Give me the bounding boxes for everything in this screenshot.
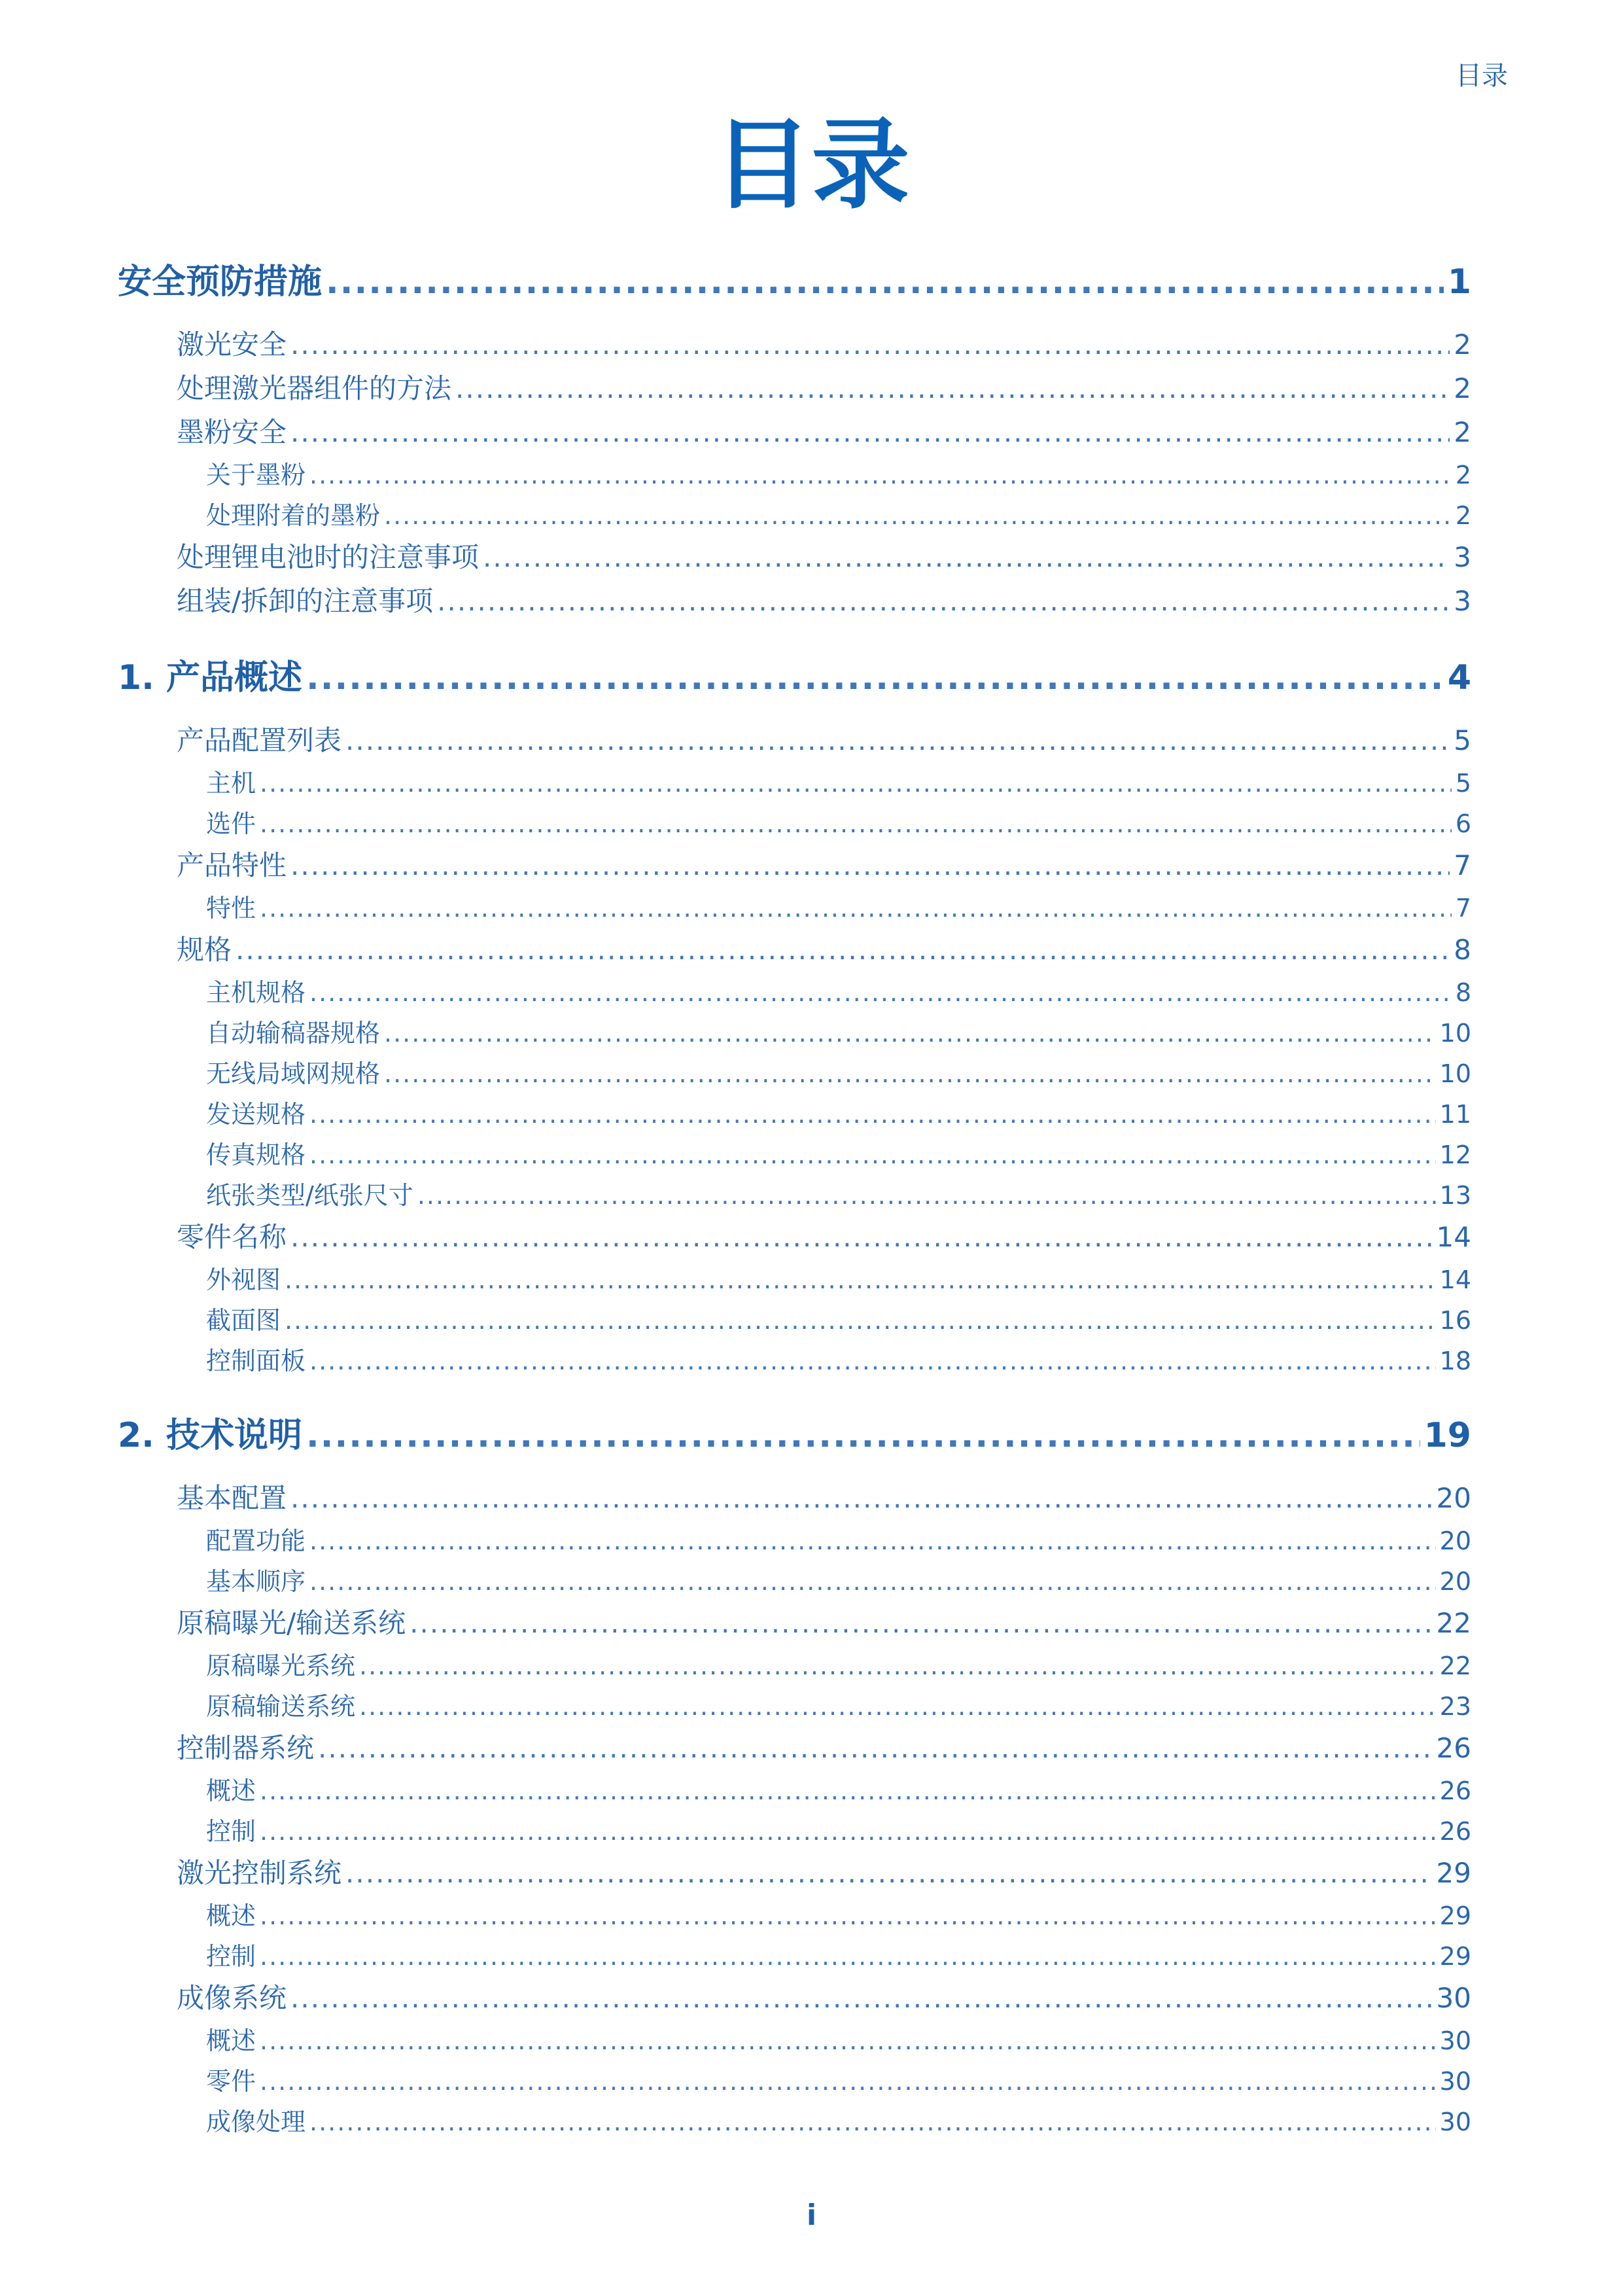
toc-entry-page: 2 <box>1454 372 1471 404</box>
toc-entry-title: 配置功能 <box>206 1527 306 1555</box>
toc-subsection[interactable] <box>118 1135 1471 1175</box>
toc-entry-title: 墨粉安全 <box>177 416 287 448</box>
toc-entry-title: 产品特性 <box>177 849 287 881</box>
toc-entry-title: 规格 <box>177 934 232 966</box>
dot-leader <box>306 658 1444 698</box>
dot-leader <box>483 541 1450 573</box>
dot-leader <box>260 1776 1436 1805</box>
toc-entry-title: 无线局域网规格 <box>206 1059 381 1088</box>
toc-entry-title: 概述 <box>206 1901 256 1930</box>
toc-entry-page: 14 <box>1439 1265 1471 1294</box>
dot-leader <box>326 262 1444 302</box>
dot-leader <box>260 1942 1436 1971</box>
toc-subsection[interactable] <box>118 1013 1471 1053</box>
toc-entry-title: 激光控制系统 <box>177 1857 342 1889</box>
toc-entry-title: 1. 产品概述 <box>118 658 303 698</box>
toc-section[interactable] <box>118 1477 1471 1521</box>
dot-leader <box>384 1059 1436 1088</box>
chapter-spacer <box>118 705 1471 719</box>
dot-leader <box>455 372 1450 404</box>
toc-entry-title: 激光安全 <box>177 328 287 361</box>
toc-section[interactable] <box>118 928 1471 972</box>
toc-entry-title: 基本配置 <box>177 1482 287 1514</box>
toc-entry-page: 30 <box>1436 1982 1471 2014</box>
toc-entry-title: 自动输稿器规格 <box>206 1019 381 1048</box>
dot-leader <box>359 1692 1436 1721</box>
toc-entry-title: 处理附着的墨粉 <box>206 501 381 530</box>
toc-entry-title: 选件 <box>206 809 256 838</box>
toc-entry-page: 26 <box>1439 1817 1471 1846</box>
toc-entry-page: 8 <box>1455 978 1471 1007</box>
toc-entry-title: 2. 技术说明 <box>118 1416 303 1455</box>
dot-leader <box>290 1482 1433 1514</box>
dot-leader <box>309 1567 1436 1596</box>
toc-chapter[interactable] <box>118 650 1471 705</box>
dot-leader <box>417 1181 1436 1210</box>
toc-entry-title: 概述 <box>206 1776 256 1805</box>
toc-entry-title: 组装/拆卸的注意事项 <box>177 585 434 617</box>
toc-entry-page: 2 <box>1455 501 1471 530</box>
chapter-spacer <box>118 309 1471 323</box>
toc-chapter[interactable] <box>118 254 1471 309</box>
toc-entry-page: 2 <box>1454 416 1471 448</box>
toc-entry-page: 26 <box>1439 1776 1471 1805</box>
dot-leader <box>309 978 1452 1007</box>
section-gap <box>118 1381 1471 1407</box>
dot-leader <box>260 769 1452 798</box>
dot-leader <box>437 585 1450 617</box>
dot-leader <box>309 1100 1436 1129</box>
toc-entry-title: 主机规格 <box>206 978 306 1007</box>
toc-entry-title: 截面图 <box>206 1306 281 1335</box>
toc-entry-page: 3 <box>1454 585 1471 617</box>
toc-entry-title: 零件名称 <box>177 1221 287 1253</box>
dot-leader <box>290 416 1450 448</box>
section-gap <box>118 624 1471 650</box>
dot-leader <box>309 1347 1436 1375</box>
toc-entry-title: 安全预防措施 <box>118 262 323 302</box>
toc-entry-title: 成像系统 <box>177 1982 287 2014</box>
dot-leader <box>236 934 1450 966</box>
toc-entry-title: 特性 <box>206 894 256 923</box>
toc-entry-title: 成像处理 <box>206 2108 306 2136</box>
dot-leader <box>285 1265 1436 1294</box>
toc-section[interactable] <box>118 844 1471 888</box>
toc-subsection[interactable] <box>118 1561 1471 1602</box>
toc-subsection[interactable] <box>118 1686 1471 1727</box>
toc-subsection[interactable] <box>118 1300 1471 1341</box>
dot-leader <box>345 724 1450 756</box>
toc-entry-title: 零件 <box>206 2067 256 2096</box>
toc-entry-title: 控制 <box>206 1817 256 1846</box>
toc-entry-title: 传真规格 <box>206 1140 306 1169</box>
toc-entry-title: 概述 <box>206 2026 256 2055</box>
toc-subsection[interactable] <box>118 763 1471 804</box>
dot-leader <box>384 501 1452 530</box>
toc-entry-page: 16 <box>1439 1306 1471 1335</box>
toc-section[interactable] <box>118 1727 1471 1771</box>
toc-entry-title: 基本顺序 <box>206 1567 306 1596</box>
dot-leader <box>345 1857 1433 1889</box>
toc-entry-title: 原稿曝光系统 <box>206 1651 356 1680</box>
toc-entry-title: 外视图 <box>206 1265 281 1294</box>
chapter-spacer <box>118 1462 1471 1477</box>
dot-leader <box>260 809 1452 838</box>
toc-subsection[interactable] <box>118 972 1471 1013</box>
toc-entry-page: 4 <box>1447 658 1471 698</box>
toc-subsection[interactable] <box>118 888 1471 928</box>
toc-entry-title: 产品配置列表 <box>177 724 342 756</box>
toc-subsection[interactable] <box>118 1936 1471 1977</box>
toc-section[interactable] <box>118 1602 1471 1646</box>
page-title: 目录 <box>713 109 910 222</box>
toc-subsection[interactable] <box>118 1260 1471 1300</box>
toc-entry-page: 12 <box>1439 1140 1471 1169</box>
toc-entry-page: 22 <box>1436 1607 1471 1639</box>
toc-entry-page: 10 <box>1439 1059 1471 1088</box>
dot-leader <box>384 1019 1436 1048</box>
toc-entry-title: 处理锂电池时的注意事项 <box>177 541 480 573</box>
toc-entry-page: 6 <box>1455 809 1471 838</box>
toc-subsection[interactable] <box>118 1341 1471 1381</box>
toc-entry-page: 18 <box>1439 1347 1471 1375</box>
toc-section[interactable] <box>118 719 1471 763</box>
toc-chapter[interactable] <box>118 1407 1471 1462</box>
toc-entry-title: 主机 <box>206 769 256 798</box>
toc-entry-page: 22 <box>1439 1651 1471 1680</box>
toc-entry-page: 30 <box>1439 2026 1471 2055</box>
toc-entry-title: 控制器系统 <box>177 1732 315 1764</box>
toc-subsection[interactable] <box>118 804 1471 844</box>
dot-leader <box>260 894 1452 923</box>
toc-entry-page: 20 <box>1439 1527 1471 1555</box>
toc-entry-page: 14 <box>1436 1221 1471 1253</box>
toc-entry-title: 纸张类型/纸张尺寸 <box>206 1181 413 1210</box>
toc-entry-page: 5 <box>1455 769 1471 798</box>
toc-entry-page: 7 <box>1455 894 1471 923</box>
toc-subsection[interactable] <box>118 455 1471 495</box>
toc-section[interactable] <box>118 580 1471 624</box>
toc-subsection[interactable] <box>118 1811 1471 1852</box>
toc-section[interactable] <box>118 1216 1471 1260</box>
toc-entry-title: 关于墨粉 <box>206 461 306 489</box>
dot-leader <box>318 1732 1433 1764</box>
toc-entry-page: 29 <box>1439 1901 1471 1930</box>
toc-subsection[interactable] <box>118 2021 1471 2061</box>
toc-entry-page: 5 <box>1454 724 1471 756</box>
toc-entry-page: 7 <box>1454 849 1471 881</box>
dot-leader <box>260 1901 1436 1930</box>
toc-entry-page: 30 <box>1439 2067 1471 2096</box>
toc-section[interactable] <box>118 1852 1471 1896</box>
toc-entry-title: 原稿输送系统 <box>206 1692 356 1721</box>
toc-subsection[interactable] <box>118 2061 1471 2102</box>
dot-leader <box>260 1817 1436 1846</box>
toc-subsection[interactable] <box>118 1053 1471 1094</box>
dot-leader <box>260 2067 1436 2096</box>
dot-leader <box>290 849 1450 881</box>
toc-entry-title: 控制面板 <box>206 1347 306 1375</box>
toc-entry-title: 处理激光器组件的方法 <box>177 372 452 404</box>
toc-entry-title: 原稿曝光/输送系统 <box>177 1607 406 1639</box>
toc-entry-page: 1 <box>1447 262 1471 302</box>
toc-entry-page: 10 <box>1439 1019 1471 1048</box>
dot-leader <box>309 1140 1436 1169</box>
dot-leader <box>309 1527 1436 1555</box>
toc-subsection[interactable] <box>118 495 1471 536</box>
page-number: i <box>806 2199 817 2232</box>
toc-subsection[interactable] <box>118 1896 1471 1936</box>
toc-entry-page: 29 <box>1436 1857 1471 1889</box>
toc-entry-page: 30 <box>1439 2108 1471 2136</box>
toc-entry-page: 2 <box>1454 328 1471 361</box>
toc-section[interactable] <box>118 536 1471 580</box>
toc-subsection[interactable] <box>118 1771 1471 1811</box>
toc-subsection[interactable] <box>118 1521 1471 1561</box>
toc-subsection[interactable] <box>118 2102 1471 2142</box>
toc-section[interactable] <box>118 367 1471 411</box>
dot-leader <box>309 2108 1436 2136</box>
dot-leader <box>359 1651 1436 1680</box>
toc-entry-page: 29 <box>1439 1942 1471 1971</box>
table-of-contents <box>118 254 1471 2142</box>
dot-leader <box>260 2026 1436 2055</box>
toc-subsection[interactable] <box>118 1175 1471 1216</box>
toc-entry-page: 20 <box>1436 1482 1471 1514</box>
dot-leader <box>290 1221 1433 1253</box>
dot-leader <box>290 328 1450 361</box>
toc-section[interactable] <box>118 1977 1471 2021</box>
toc-section[interactable] <box>118 323 1471 367</box>
toc-section[interactable] <box>118 411 1471 455</box>
toc-entry-page: 26 <box>1436 1732 1471 1764</box>
dot-leader <box>285 1306 1436 1335</box>
dot-leader <box>309 461 1452 489</box>
dot-leader <box>410 1607 1432 1639</box>
toc-subsection[interactable] <box>118 1646 1471 1686</box>
toc-entry-title: 控制 <box>206 1942 256 1971</box>
dot-leader <box>290 1982 1433 2014</box>
toc-entry-page: 11 <box>1439 1100 1471 1129</box>
toc-entry-title: 发送规格 <box>206 1100 306 1129</box>
toc-entry-page: 13 <box>1439 1181 1471 1210</box>
toc-subsection[interactable] <box>118 1094 1471 1135</box>
toc-entry-page: 2 <box>1455 461 1471 489</box>
toc-entry-page: 3 <box>1454 541 1471 573</box>
toc-entry-page: 23 <box>1439 1692 1471 1721</box>
running-header: 目录 <box>1456 61 1508 91</box>
toc-entry-page: 20 <box>1439 1567 1471 1596</box>
dot-leader <box>306 1416 1420 1455</box>
toc-entry-page: 8 <box>1454 934 1471 966</box>
toc-entry-page: 19 <box>1423 1416 1471 1455</box>
